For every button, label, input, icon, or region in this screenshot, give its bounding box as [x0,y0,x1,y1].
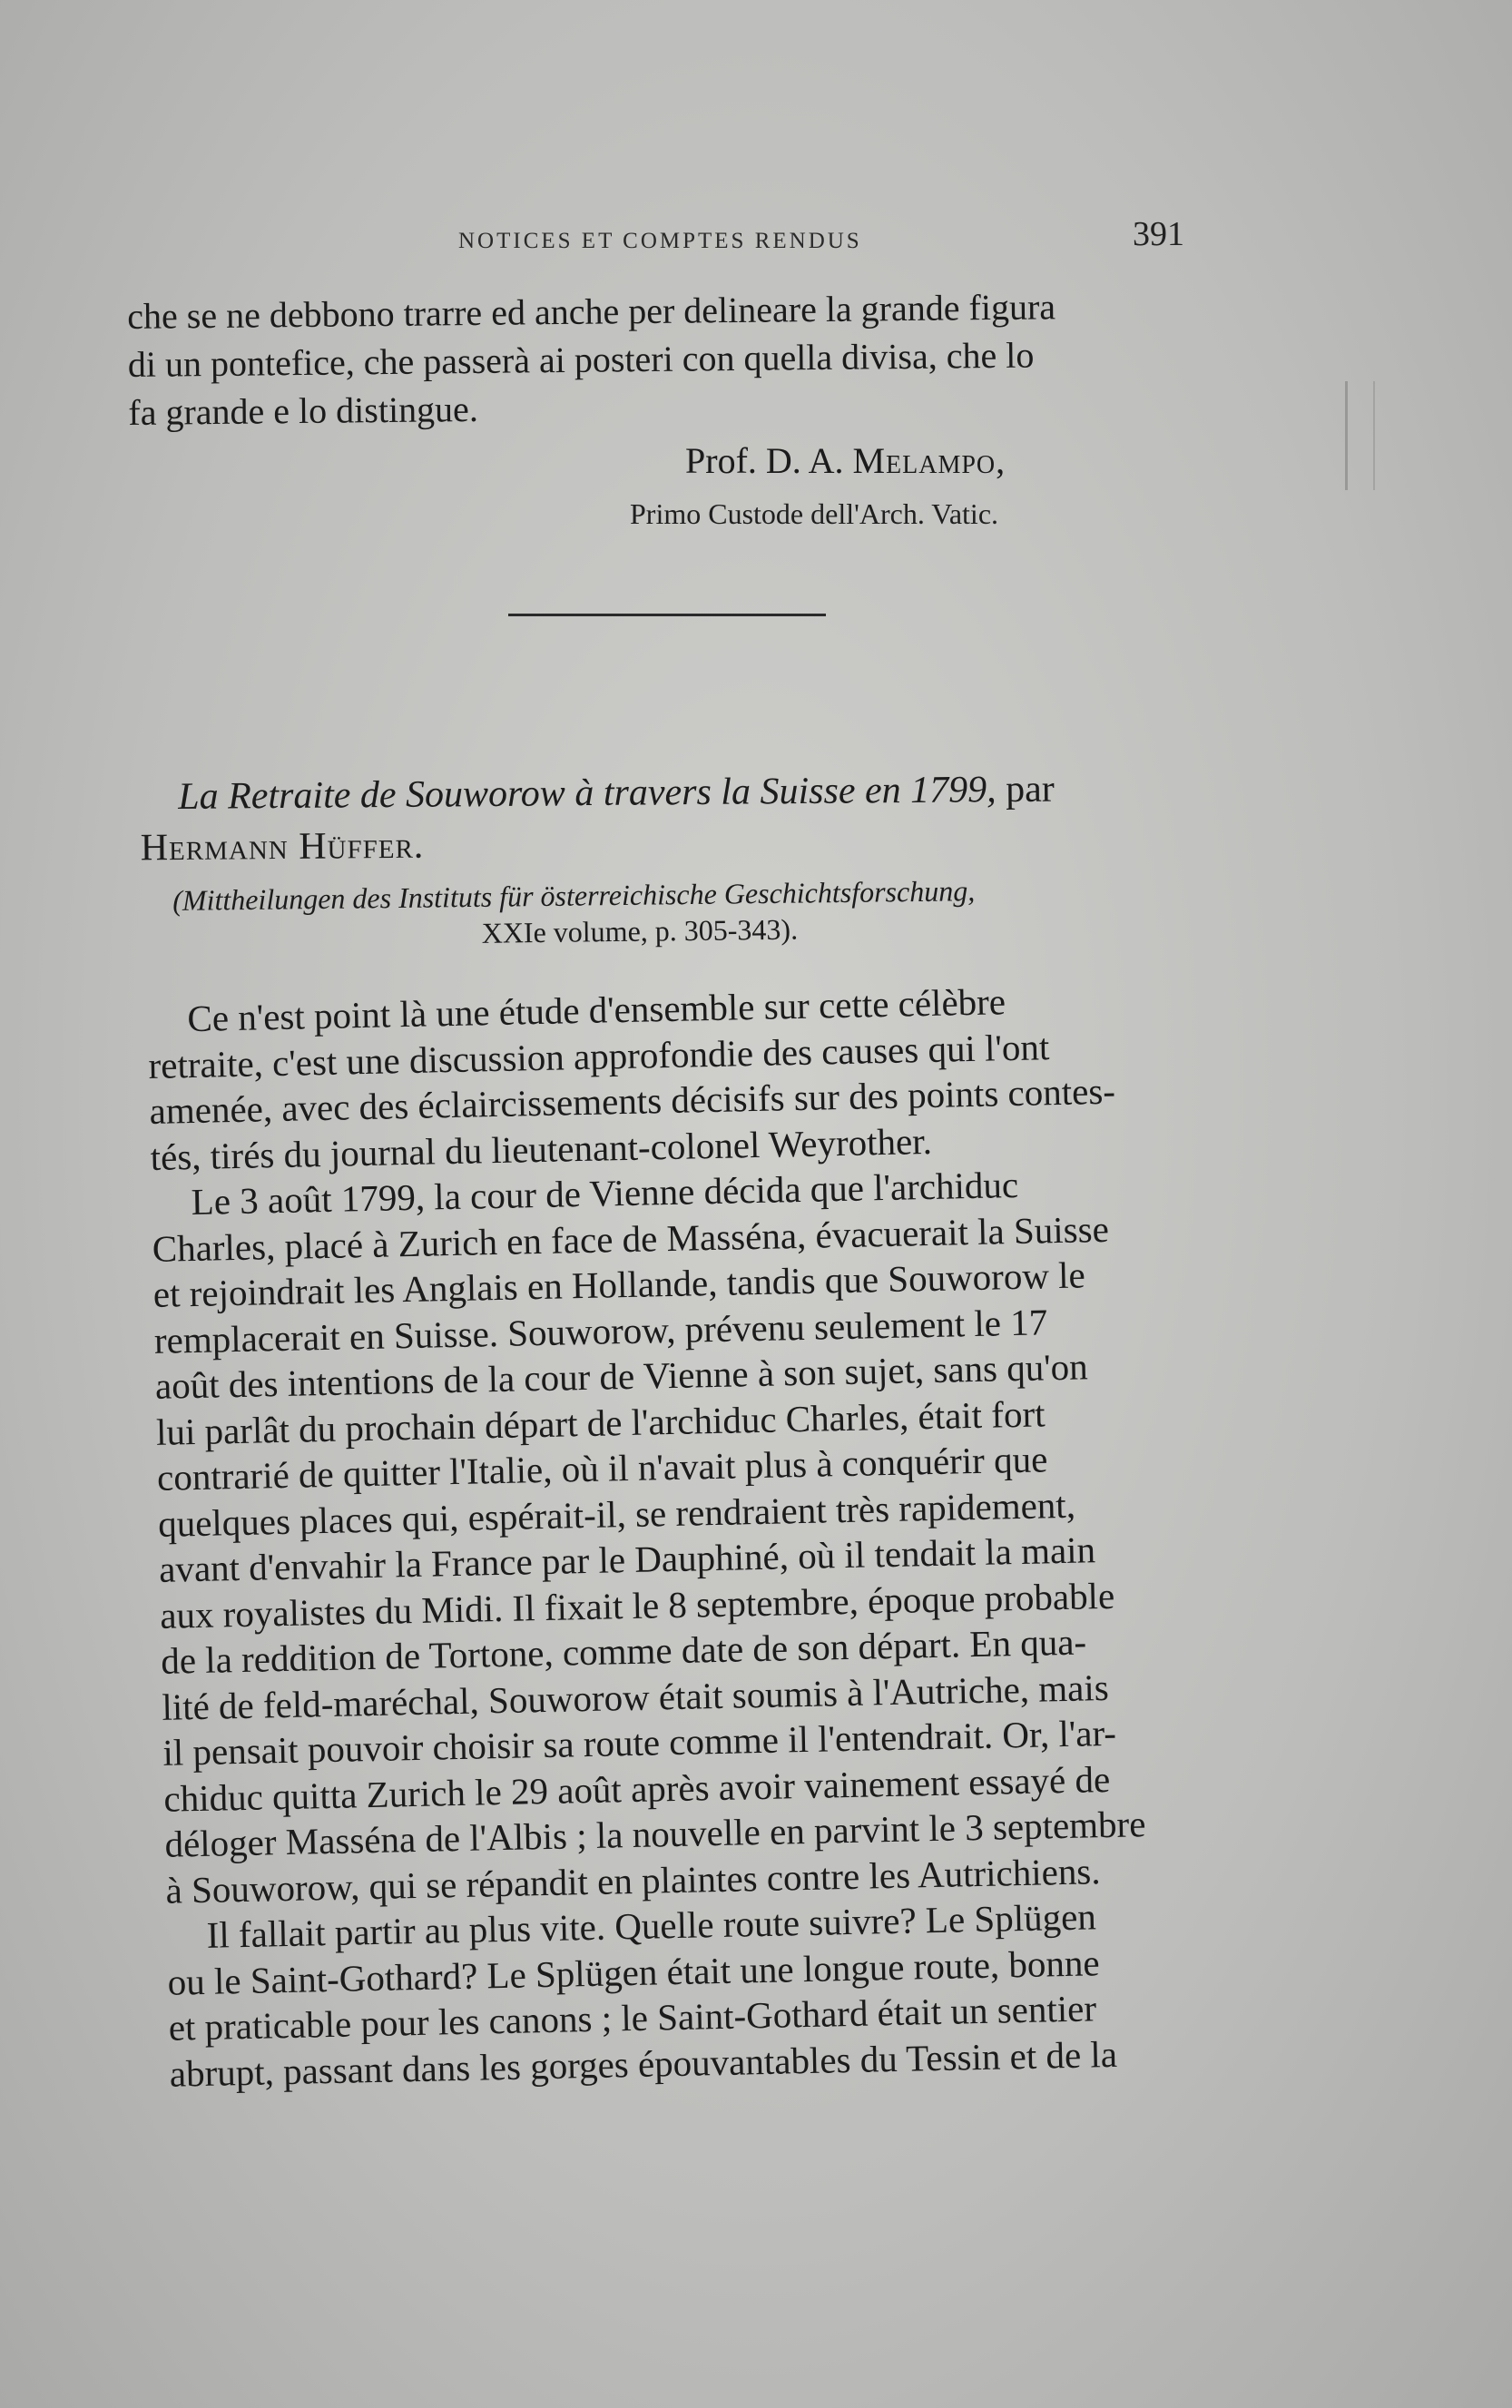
body-line: abrupt, passant dans les gorges épouvantables du Tessin et de la [169,2032,1118,2095]
review-body [147,974,1259,2097]
intro-line: di un pontefice, che passerà ai posteri con quella divisa, che lo [127,334,1035,385]
body-line: aux royalistes du Midi. Il fixait le 8 septembre, époque probable [159,1574,1115,1636]
body-line: Charles, placé à Zurich en face de Masséna, évacuerait la Suisse [152,1207,1110,1270]
body-line: Il fallait partir au plus vite. Quelle route suivre? Le Splügen [206,1895,1097,1956]
scan-artifact-mark [1345,381,1375,490]
section-divider [508,614,826,616]
body-line: Le 3 août 1799, la cour de Vienne décida que l'archiduc [191,1163,1019,1224]
body-line: à Souworow, qui se répandit en plaintes contre les Autrichiens. [165,1849,1101,1912]
review-title [140,762,1222,873]
body-line: quelques places qui, espérait-il, se rendraient très rapidement, [157,1483,1076,1545]
body-line: contrarié de quitter l'Italie, où il n'avait plus à conquérir que [156,1438,1048,1499]
review-author: Hermann Hüffer. [140,824,425,870]
body-line: tés, tirés du journal du lieutenant-colonel Weyrother. [150,1119,933,1178]
review-source [172,870,1217,955]
intro-line: fa grande e lo distingue. [128,388,479,433]
body-line: ou le Saint-Gothard? Le Splügen était une longue route, bonne [167,1941,1101,2003]
signature-prefix: Prof. D. A. [685,440,853,481]
body-line: lité de feld-maréchal, Souworow était soumis à l'Autriche, mais [161,1666,1110,1728]
body-line: Ce n'est point là une étude d'ensemble sur cette célèbre [187,980,1006,1040]
body-line: de la reddition de Tortone, comme date de son départ. En qua- [160,1620,1087,1682]
running-head: NOTICES ET COMPTES RENDUS [458,229,862,253]
body-line: déloger Masséna de l'Albis ; la nouvelle en parvint le 3 septembre [164,1803,1146,1865]
signature [685,439,1006,482]
signature-name: Melampo, [852,440,1006,481]
review-title-connector: par [996,768,1055,811]
body-line: et rejoindrait les Anglais en Hollande, tandis que Souworow le [152,1253,1086,1315]
page-number: 391 [1133,215,1184,253]
intro-paragraph [127,281,1200,437]
review-source-volume: XXIe volume, p. 305-343). [481,912,799,949]
body-line: août des intentions de la cour de Vienne à son sujet, sans qu'on [154,1345,1089,1407]
body-line: amenée, avec des éclaircissements décisifs sur des points contes- [149,1069,1116,1132]
intro-line: che se ne debbono trarre ed anche per delineare la grande figura [127,286,1056,337]
body-line: lui parlât du prochain départ de l'archiduc Charles, était fort [155,1391,1046,1453]
review-title-text: La Retraite de Souworow à travers la Suisse en 1799, [178,769,997,818]
body-line: et praticable pour les canons ; le Saint-Gothard était un sentier [168,1987,1097,2049]
body-line: il pensait pouvoir choisir sa route comme il l'entendrait. Or, l'ar- [162,1711,1117,1774]
body-line: avant d'envahir la France par le Dauphiné, où il tendait la main [158,1528,1096,1590]
body-line: chiduc quitta Zurich le 29 août après avoir vainement essayé de [163,1757,1111,1820]
body-line: retraite, c'est une discussion approfondie des causes qui l'ont [148,1025,1050,1086]
signature-role: Primo Custode dell'Arch. Vatic. [630,497,999,530]
body-line: remplacerait en Suisse. Souworow, prévenu seulement le 17 [153,1300,1048,1361]
review-source-journal: (Mittheilungen des Instituts für österreichische Geschichtsforschung, [172,874,976,917]
